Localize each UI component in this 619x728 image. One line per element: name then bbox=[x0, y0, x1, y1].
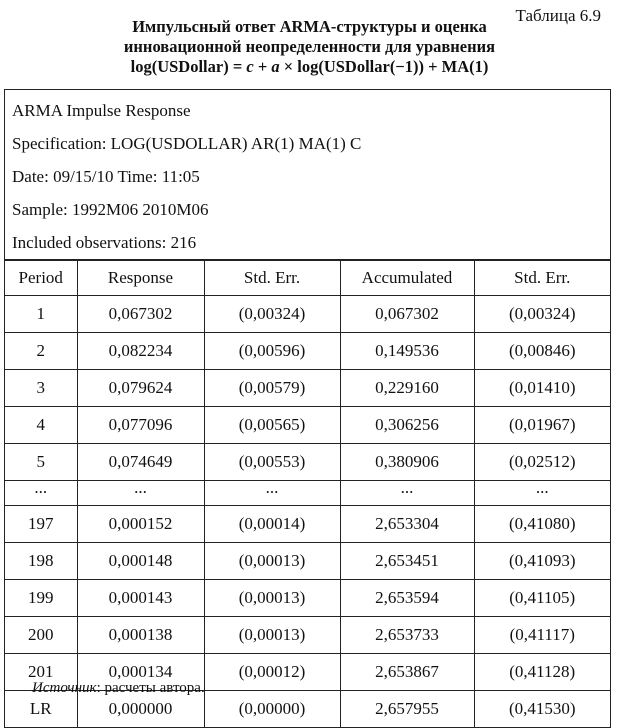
caption-equation bbox=[0, 57, 619, 77]
table-cell: 200 bbox=[5, 617, 77, 654]
table-cell: 0,074649 bbox=[77, 444, 204, 481]
table-cell: 0,380906 bbox=[340, 444, 474, 481]
table-cell: ... bbox=[5, 481, 77, 506]
table-cell: (0,01410) bbox=[474, 370, 610, 407]
table-cell: (0,00000) bbox=[204, 691, 340, 728]
table-cell: (0,00012) bbox=[204, 654, 340, 691]
equation-lhs: log(USDollar) = bbox=[130, 57, 247, 76]
source-label: Источник bbox=[32, 680, 97, 696]
table-cell: (0,41530) bbox=[474, 691, 610, 728]
column-header: Std. Err. bbox=[204, 261, 340, 296]
table-cell: 2,653733 bbox=[340, 617, 474, 654]
specification-line: Specification: LOG(USDOLLAR) AR(1) MA(1) C bbox=[12, 134, 362, 153]
table-row bbox=[5, 444, 610, 481]
sample-line: Sample: 1992M06 2010M06 bbox=[12, 200, 209, 219]
table-cell: 0,000134 bbox=[77, 654, 204, 691]
table-cell: 0,000148 bbox=[77, 543, 204, 580]
table-body bbox=[5, 296, 610, 728]
table-cell: 0,077096 bbox=[77, 407, 204, 444]
table-cell: ... bbox=[340, 481, 474, 506]
table-number: Таблица 6.9 bbox=[515, 6, 601, 25]
table-cell: 2 bbox=[5, 333, 77, 370]
table-cell: 0,079624 bbox=[77, 370, 204, 407]
impulse-response-table bbox=[4, 89, 611, 728]
table-cell: (0,00565) bbox=[204, 407, 340, 444]
table-cell: 2,653594 bbox=[340, 580, 474, 617]
table-cell: 0,000152 bbox=[77, 506, 204, 543]
table-cell: 0,149536 bbox=[340, 333, 474, 370]
column-header: Std. Err. bbox=[474, 261, 610, 296]
table-cell: (0,41128) bbox=[474, 654, 610, 691]
table-cell: (0,00553) bbox=[204, 444, 340, 481]
table-cell: ... bbox=[204, 481, 340, 506]
column-header-row bbox=[5, 261, 610, 296]
observations-line: Included observations: 216 bbox=[12, 233, 197, 252]
date-time-line: Date: 09/15/10 Time: 11:05 bbox=[12, 167, 200, 186]
equation-plus: + bbox=[253, 57, 272, 76]
table-cell: 2,653304 bbox=[340, 506, 474, 543]
table-cell: (0,01967) bbox=[474, 407, 610, 444]
table-cell: 0,306256 bbox=[340, 407, 474, 444]
table-cell: ... bbox=[77, 481, 204, 506]
equation-coefficient-a: a bbox=[271, 57, 280, 76]
output-header bbox=[5, 90, 610, 260]
table-cell: (0,00013) bbox=[204, 617, 340, 654]
table-cell: (0,41080) bbox=[474, 506, 610, 543]
table-cell: 0,000000 bbox=[77, 691, 204, 728]
source-text: : расчеты автора. bbox=[96, 680, 205, 696]
table-cell: ... bbox=[474, 481, 610, 506]
table-cell: 1 bbox=[5, 296, 77, 333]
table-row bbox=[5, 543, 610, 580]
table-cell: (0,00846) bbox=[474, 333, 610, 370]
table-cell: 199 bbox=[5, 580, 77, 617]
table-cell: 0,067302 bbox=[340, 296, 474, 333]
equation-rhs: × log(USDollar(−1)) + MA(1) bbox=[279, 57, 489, 76]
results-table bbox=[5, 260, 610, 727]
table-cell: 0,229160 bbox=[340, 370, 474, 407]
table-cell: LR bbox=[5, 691, 77, 728]
table-cell: 198 bbox=[5, 543, 77, 580]
table-cell: 201 bbox=[5, 654, 77, 691]
table-row bbox=[5, 580, 610, 617]
table-row bbox=[5, 370, 610, 407]
table-cell: 2,657955 bbox=[340, 691, 474, 728]
caption-line-2: инновационной неопределенности для уравнения bbox=[123, 37, 496, 56]
output-title: ARMA Impulse Response bbox=[12, 101, 191, 120]
table-caption bbox=[0, 17, 619, 77]
column-header: Accumulated bbox=[340, 261, 474, 296]
table-row bbox=[5, 333, 610, 370]
table-cell: 3 bbox=[5, 370, 77, 407]
table-cell: (0,00324) bbox=[204, 296, 340, 333]
table-cell: 5 bbox=[5, 444, 77, 481]
table-cell: 4 bbox=[5, 407, 77, 444]
table-cell: 2,653867 bbox=[340, 654, 474, 691]
table-cell: (0,00013) bbox=[204, 580, 340, 617]
table-row bbox=[5, 481, 610, 506]
table-cell: 0,082234 bbox=[77, 333, 204, 370]
table-cell: (0,00579) bbox=[204, 370, 340, 407]
column-header: Period bbox=[5, 261, 77, 296]
table-cell: 0,000138 bbox=[77, 617, 204, 654]
table-row bbox=[5, 506, 610, 543]
table-row bbox=[5, 296, 610, 333]
equation-constant-c: c bbox=[246, 57, 254, 76]
table-cell: (0,00014) bbox=[204, 506, 340, 543]
source-note bbox=[32, 680, 205, 697]
table-cell: (0,41093) bbox=[474, 543, 610, 580]
table-cell: 0,067302 bbox=[77, 296, 204, 333]
table-cell: (0,41105) bbox=[474, 580, 610, 617]
table-cell: (0,41117) bbox=[474, 617, 610, 654]
table-cell: 197 bbox=[5, 506, 77, 543]
table-cell: (0,00324) bbox=[474, 296, 610, 333]
caption-line-1: Импульсный ответ ARMA-структуры и оценка bbox=[132, 17, 487, 36]
table-cell: (0,00596) bbox=[204, 333, 340, 370]
table-cell: 2,653451 bbox=[340, 543, 474, 580]
table-row bbox=[5, 617, 610, 654]
table-row bbox=[5, 407, 610, 444]
table-cell: (0,02512) bbox=[474, 444, 610, 481]
table-cell: (0,00013) bbox=[204, 543, 340, 580]
column-header: Response bbox=[77, 261, 204, 296]
table-cell: 0,000143 bbox=[77, 580, 204, 617]
